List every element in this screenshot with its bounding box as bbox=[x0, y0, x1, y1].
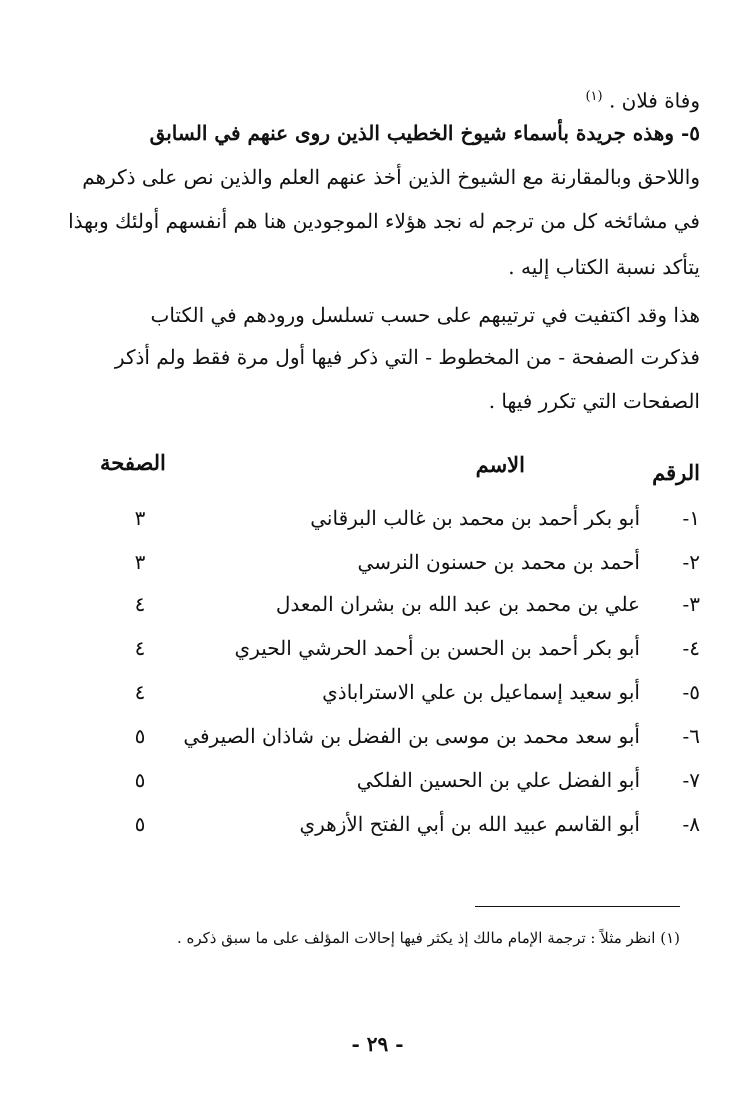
paragraph-2-line-2: فذكرت الصفحة - من المخطوط - التي ذكر فيها أول مرة فقط ولم أذكر bbox=[114, 345, 700, 369]
row-number: ٨- bbox=[682, 812, 700, 836]
opening-line-text: وفاة فلان . bbox=[608, 88, 700, 113]
row-number: ٤- bbox=[682, 636, 700, 660]
row-name: أبو بكر أحمد بن محمد بن غالب البرقاني bbox=[310, 506, 640, 530]
paragraph-2-line-1: هذا وقد اكتفيت في ترتيبهم على حسب تسلسل ورودهم في الكتاب bbox=[150, 303, 700, 327]
footnote-divider bbox=[475, 906, 680, 907]
table-row bbox=[90, 680, 700, 718]
row-page: ٣ bbox=[134, 506, 146, 530]
row-number: ٣- bbox=[682, 592, 700, 616]
row-page: ٥ bbox=[134, 812, 146, 836]
row-page: ٥ bbox=[134, 768, 146, 792]
row-number: ١- bbox=[682, 506, 700, 530]
paragraph-1-line-3: في مشائخه كل من ترجم له نجد هؤلاء الموجودين هنا هم أنفسهم أولئك وبهذا bbox=[68, 209, 700, 233]
table-row bbox=[90, 506, 700, 544]
table-row bbox=[90, 812, 700, 850]
table-row bbox=[90, 636, 700, 674]
table-row bbox=[90, 768, 700, 806]
row-name: أبو سعيد إسماعيل بن علي الاستراباذي bbox=[322, 680, 640, 704]
footnote-marker: (١) bbox=[585, 89, 603, 104]
paragraph-1-line-1: ٥- وهذه جريدة بأسماء شيوخ الخطيب الذين روى عنهم في السابق bbox=[149, 121, 700, 145]
table-header bbox=[90, 450, 700, 486]
table-row bbox=[90, 550, 700, 588]
row-page: ٤ bbox=[134, 592, 146, 616]
header-number: الرقم bbox=[652, 460, 700, 485]
header-page: الصفحة bbox=[100, 450, 166, 475]
row-name: أحمد بن محمد بن حسنون النرسي bbox=[357, 550, 640, 574]
row-name: أبو القاسم عبيد الله بن أبي الفتح الأزهري bbox=[299, 812, 640, 836]
row-name: أبو سعد محمد بن موسى بن الفضل بن شاذان الصيرفي bbox=[183, 724, 640, 748]
header-name: الاسم bbox=[475, 452, 525, 477]
row-number: ٧- bbox=[682, 768, 700, 792]
opening-line bbox=[60, 82, 700, 116]
row-page: ٤ bbox=[134, 680, 146, 704]
row-number: ٦- bbox=[682, 724, 700, 748]
paragraph-1-line-2: واللاحق وبالمقارنة مع الشيوخ الذين أخذ عنهم العلم والذين نص على ذكرهم bbox=[82, 165, 700, 189]
table-row bbox=[90, 592, 700, 630]
row-number: ٢- bbox=[682, 550, 700, 574]
row-number: ٥- bbox=[682, 680, 700, 704]
paragraph-1-line-4: يتأكد نسبة الكتاب إليه . bbox=[508, 255, 700, 279]
row-name: أبو الفضل علي بن الحسين الفلكي bbox=[356, 768, 640, 792]
row-page: ٤ bbox=[134, 636, 146, 660]
paragraph-2-line-3: الصفحات التي تكرر فيها . bbox=[488, 389, 700, 413]
footnote: (١) انظر مثلاً : ترجمة الإمام مالك إذ يكثر فيها إحالات المؤلف على ما سبق ذكره . bbox=[176, 929, 680, 947]
row-name: أبو بكر أحمد بن الحسن بن أحمد الحرشي الحيري bbox=[234, 636, 640, 660]
row-page: ٥ bbox=[134, 724, 146, 748]
page-number: - ٢٩ - bbox=[351, 1032, 404, 1056]
row-name: علي بن محمد بن عبد الله بن بشران المعدل bbox=[275, 592, 640, 616]
table-row bbox=[90, 724, 700, 762]
row-page: ٣ bbox=[134, 550, 146, 574]
